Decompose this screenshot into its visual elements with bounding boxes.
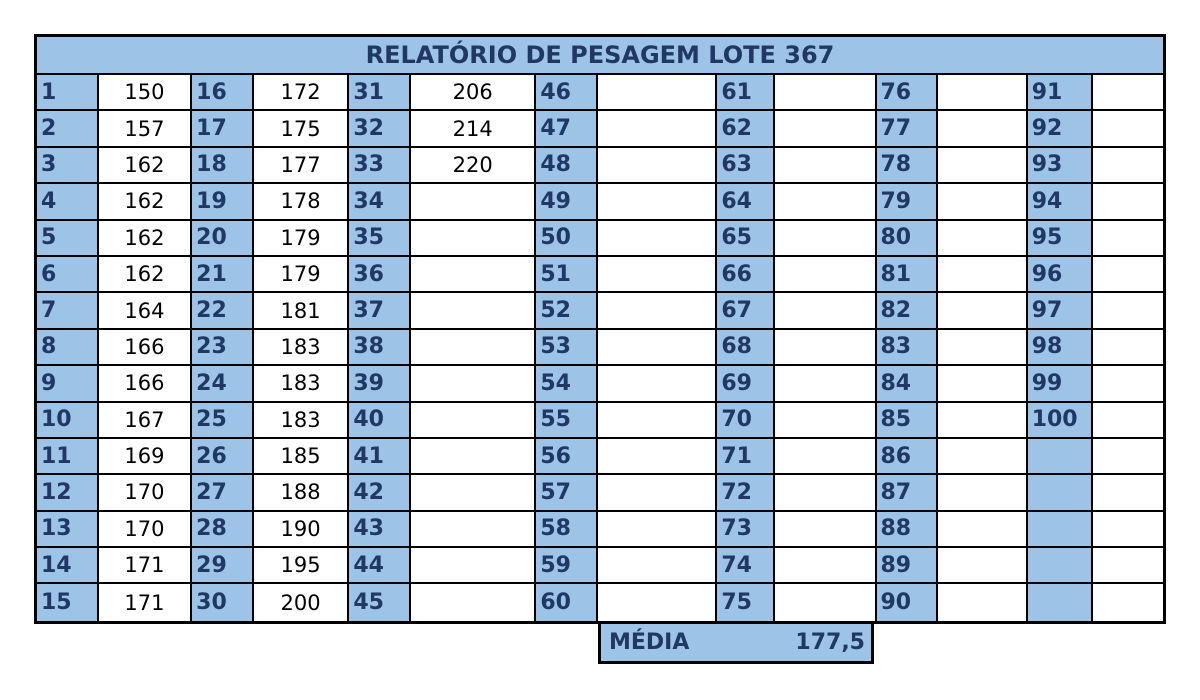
- animal-number-cell: 13: [37, 512, 99, 548]
- weight-cell: [411, 548, 536, 584]
- animal-number-cell: 52: [536, 293, 598, 329]
- animal-number-cell: 4: [37, 184, 99, 220]
- animal-number-cell: 91: [1028, 75, 1094, 111]
- weight-cell: [775, 75, 876, 111]
- weight-cell: 167: [99, 403, 193, 439]
- animal-number-cell: 31: [349, 75, 411, 111]
- id-column: [1028, 75, 1094, 621]
- weight-cell: [938, 221, 1028, 257]
- animal-number-cell: 1: [37, 75, 99, 111]
- animal-number-cell: [1028, 512, 1094, 548]
- animal-number-cell: 12: [37, 475, 99, 511]
- animal-number-cell: 14: [37, 548, 99, 584]
- weight-cell: [598, 75, 717, 111]
- weight-cell: [938, 293, 1028, 329]
- animal-number-cell: 15: [37, 584, 99, 620]
- weight-cell: 172: [254, 75, 349, 111]
- animal-number-cell: 88: [877, 512, 939, 548]
- animal-number-cell: 63: [717, 148, 775, 184]
- weight-cell: [775, 439, 876, 475]
- weight-cell: 166: [99, 330, 193, 366]
- animal-number-cell: 93: [1028, 148, 1094, 184]
- weight-cell: [938, 330, 1028, 366]
- animal-number-cell: [1028, 475, 1094, 511]
- weight-column: [598, 75, 717, 621]
- animal-number-cell: 38: [349, 330, 411, 366]
- weight-cell: [1093, 366, 1163, 402]
- animal-number-cell: 36: [349, 257, 411, 293]
- animal-number-cell: 47: [536, 111, 598, 147]
- animal-number-cell: 65: [717, 221, 775, 257]
- weight-cell: [411, 475, 536, 511]
- weight-cell: [775, 148, 876, 184]
- weight-cell: [598, 475, 717, 511]
- animal-number-cell: 22: [192, 293, 254, 329]
- weight-cell: 181: [254, 293, 349, 329]
- weight-column: [1093, 75, 1163, 621]
- animal-number-cell: 96: [1028, 257, 1094, 293]
- weights-grid: [37, 75, 1163, 621]
- weight-cell: [938, 184, 1028, 220]
- animal-number-cell: 21: [192, 257, 254, 293]
- animal-number-cell: 44: [349, 548, 411, 584]
- animal-number-cell: 23: [192, 330, 254, 366]
- weight-cell: 171: [99, 548, 193, 584]
- weight-cell: 169: [99, 439, 193, 475]
- weight-cell: 150: [99, 75, 193, 111]
- weight-cell: [598, 293, 717, 329]
- animal-number-cell: 98: [1028, 330, 1094, 366]
- weight-cell: [775, 184, 876, 220]
- animal-number-cell: 7: [37, 293, 99, 329]
- weight-cell: 162: [99, 221, 193, 257]
- id-column: [192, 75, 254, 621]
- report-title: RELATÓRIO DE PESAGEM LOTE 367: [37, 37, 1163, 75]
- weight-cell: [775, 111, 876, 147]
- animal-number-cell: 20: [192, 221, 254, 257]
- weight-cell: [775, 293, 876, 329]
- weight-cell: 170: [99, 512, 193, 548]
- animal-number-cell: 64: [717, 184, 775, 220]
- animal-number-cell: 18: [192, 148, 254, 184]
- animal-number-cell: 28: [192, 512, 254, 548]
- animal-number-cell: 37: [349, 293, 411, 329]
- weight-cell: [1093, 330, 1163, 366]
- animal-number-cell: 50: [536, 221, 598, 257]
- animal-number-cell: 54: [536, 366, 598, 402]
- animal-number-cell: 41: [349, 439, 411, 475]
- weight-cell: [938, 366, 1028, 402]
- weight-cell: [1093, 257, 1163, 293]
- weight-cell: [598, 439, 717, 475]
- animal-number-cell: 89: [877, 548, 939, 584]
- animal-number-cell: 40: [349, 403, 411, 439]
- weight-cell: [775, 257, 876, 293]
- weight-column: [938, 75, 1028, 621]
- weight-cell: [1093, 439, 1163, 475]
- weight-cell: 162: [99, 148, 193, 184]
- weight-cell: [411, 512, 536, 548]
- animal-number-cell: 61: [717, 75, 775, 111]
- animal-number-cell: 86: [877, 439, 939, 475]
- weight-cell: 200: [254, 584, 349, 620]
- weight-cell: [938, 512, 1028, 548]
- animal-number-cell: 46: [536, 75, 598, 111]
- weight-cell: [775, 221, 876, 257]
- animal-number-cell: 67: [717, 293, 775, 329]
- weight-cell: [938, 148, 1028, 184]
- weight-cell: 157: [99, 111, 193, 147]
- weight-cell: 166: [99, 366, 193, 402]
- weight-cell: 177: [254, 148, 349, 184]
- animal-number-cell: 2: [37, 111, 99, 147]
- animal-number-cell: 11: [37, 439, 99, 475]
- animal-number-cell: 34: [349, 184, 411, 220]
- animal-number-cell: 82: [877, 293, 939, 329]
- animal-number-cell: 9: [37, 366, 99, 402]
- animal-number-cell: 10: [37, 403, 99, 439]
- weight-cell: 171: [99, 584, 193, 620]
- weight-cell: [1093, 184, 1163, 220]
- weight-cell: 162: [99, 184, 193, 220]
- animal-number-cell: 78: [877, 148, 939, 184]
- animal-number-cell: 69: [717, 366, 775, 402]
- weight-cell: 162: [99, 257, 193, 293]
- weight-cell: [411, 366, 536, 402]
- animal-number-cell: 53: [536, 330, 598, 366]
- weight-cell: [938, 439, 1028, 475]
- weight-cell: [1093, 403, 1163, 439]
- animal-number-cell: 85: [877, 403, 939, 439]
- animal-number-cell: 5: [37, 221, 99, 257]
- animal-number-cell: 92: [1028, 111, 1094, 147]
- weight-column: [775, 75, 876, 621]
- animal-number-cell: 66: [717, 257, 775, 293]
- animal-number-cell: 100: [1028, 403, 1094, 439]
- weight-cell: 188: [254, 475, 349, 511]
- weight-cell: [1093, 548, 1163, 584]
- weight-cell: [598, 330, 717, 366]
- id-column: [536, 75, 598, 621]
- animal-number-cell: 95: [1028, 221, 1094, 257]
- animal-number-cell: 80: [877, 221, 939, 257]
- animal-number-cell: 42: [349, 475, 411, 511]
- weight-cell: [775, 330, 876, 366]
- weighing-report-table: [34, 34, 1166, 624]
- weight-cell: 178: [254, 184, 349, 220]
- weight-cell: 183: [254, 330, 349, 366]
- weight-cell: 195: [254, 548, 349, 584]
- weight-cell: [411, 184, 536, 220]
- weight-cell: 164: [99, 293, 193, 329]
- animal-number-cell: 77: [877, 111, 939, 147]
- weight-cell: [938, 111, 1028, 147]
- animal-number-cell: 62: [717, 111, 775, 147]
- animal-number-cell: 97: [1028, 293, 1094, 329]
- weight-cell: [1093, 148, 1163, 184]
- animal-number-cell: 16: [192, 75, 254, 111]
- animal-number-cell: 6: [37, 257, 99, 293]
- weight-cell: 183: [254, 403, 349, 439]
- weight-cell: 179: [254, 257, 349, 293]
- id-column: [349, 75, 411, 621]
- weight-cell: [411, 257, 536, 293]
- weight-cell: [598, 221, 717, 257]
- weight-column: [99, 75, 193, 621]
- animal-number-cell: 3: [37, 148, 99, 184]
- animal-number-cell: 29: [192, 548, 254, 584]
- weight-cell: [938, 548, 1028, 584]
- weight-cell: [411, 330, 536, 366]
- animal-number-cell: 17: [192, 111, 254, 147]
- weight-cell: [598, 548, 717, 584]
- weight-cell: [1093, 221, 1163, 257]
- animal-number-cell: 19: [192, 184, 254, 220]
- animal-number-cell: 68: [717, 330, 775, 366]
- weight-cell: [411, 403, 536, 439]
- animal-number-cell: 70: [717, 403, 775, 439]
- weight-cell: [598, 403, 717, 439]
- average-label: MÉDIA: [609, 630, 690, 655]
- animal-number-cell: 90: [877, 584, 939, 620]
- average-row: [598, 624, 874, 664]
- animal-number-cell: 45: [349, 584, 411, 620]
- weight-column: [411, 75, 536, 621]
- weight-cell: [1093, 475, 1163, 511]
- animal-number-cell: 81: [877, 257, 939, 293]
- animal-number-cell: 32: [349, 111, 411, 147]
- weight-cell: [598, 512, 717, 548]
- animal-number-cell: 84: [877, 366, 939, 402]
- animal-number-cell: 73: [717, 512, 775, 548]
- animal-number-cell: 76: [877, 75, 939, 111]
- average-value: 177,5: [795, 630, 865, 655]
- animal-number-cell: 51: [536, 257, 598, 293]
- weight-cell: [1093, 75, 1163, 111]
- animal-number-cell: 24: [192, 366, 254, 402]
- weight-cell: 170: [99, 475, 193, 511]
- weight-cell: [411, 293, 536, 329]
- animal-number-cell: 94: [1028, 184, 1094, 220]
- weight-cell: [775, 584, 876, 620]
- animal-number-cell: 58: [536, 512, 598, 548]
- animal-number-cell: 56: [536, 439, 598, 475]
- animal-number-cell: 27: [192, 475, 254, 511]
- weight-cell: 190: [254, 512, 349, 548]
- animal-number-cell: 72: [717, 475, 775, 511]
- animal-number-cell: 87: [877, 475, 939, 511]
- animal-number-cell: 43: [349, 512, 411, 548]
- animal-number-cell: 99: [1028, 366, 1094, 402]
- animal-number-cell: 48: [536, 148, 598, 184]
- animal-number-cell: 25: [192, 403, 254, 439]
- weight-cell: [775, 512, 876, 548]
- animal-number-cell: 39: [349, 366, 411, 402]
- animal-number-cell: 26: [192, 439, 254, 475]
- weight-cell: [411, 439, 536, 475]
- id-column: [717, 75, 775, 621]
- animal-number-cell: 83: [877, 330, 939, 366]
- weight-cell: [775, 548, 876, 584]
- animal-number-cell: 35: [349, 221, 411, 257]
- animal-number-cell: 59: [536, 548, 598, 584]
- weight-cell: [1093, 512, 1163, 548]
- weight-cell: [598, 257, 717, 293]
- weight-cell: [411, 221, 536, 257]
- weight-cell: [1093, 584, 1163, 620]
- animal-number-cell: [1028, 548, 1094, 584]
- animal-number-cell: 79: [877, 184, 939, 220]
- animal-number-cell: 33: [349, 148, 411, 184]
- animal-number-cell: 8: [37, 330, 99, 366]
- animal-number-cell: 49: [536, 184, 598, 220]
- weight-cell: 179: [254, 221, 349, 257]
- animal-number-cell: [1028, 584, 1094, 620]
- animal-number-cell: 71: [717, 439, 775, 475]
- animal-number-cell: [1028, 439, 1094, 475]
- weight-cell: [1093, 111, 1163, 147]
- animal-number-cell: 57: [536, 475, 598, 511]
- id-column: [37, 75, 99, 621]
- animal-number-cell: 60: [536, 584, 598, 620]
- animal-number-cell: 75: [717, 584, 775, 620]
- weight-cell: [598, 366, 717, 402]
- weight-cell: 214: [411, 111, 536, 147]
- weight-cell: [598, 584, 717, 620]
- weight-cell: [775, 403, 876, 439]
- weight-cell: [775, 366, 876, 402]
- weight-cell: [598, 184, 717, 220]
- weight-cell: 175: [254, 111, 349, 147]
- id-column: [877, 75, 939, 621]
- weight-cell: [938, 584, 1028, 620]
- weight-cell: [938, 257, 1028, 293]
- animal-number-cell: 55: [536, 403, 598, 439]
- animal-number-cell: 74: [717, 548, 775, 584]
- weight-cell: 220: [411, 148, 536, 184]
- weight-column: [254, 75, 349, 621]
- animal-number-cell: 30: [192, 584, 254, 620]
- weight-cell: 206: [411, 75, 536, 111]
- weight-cell: [1093, 293, 1163, 329]
- weight-cell: [411, 584, 536, 620]
- weight-cell: [775, 475, 876, 511]
- weight-cell: 183: [254, 366, 349, 402]
- weight-cell: [938, 475, 1028, 511]
- weight-cell: [938, 75, 1028, 111]
- weight-cell: 185: [254, 439, 349, 475]
- weight-cell: [598, 111, 717, 147]
- weight-cell: [938, 403, 1028, 439]
- weight-cell: [598, 148, 717, 184]
